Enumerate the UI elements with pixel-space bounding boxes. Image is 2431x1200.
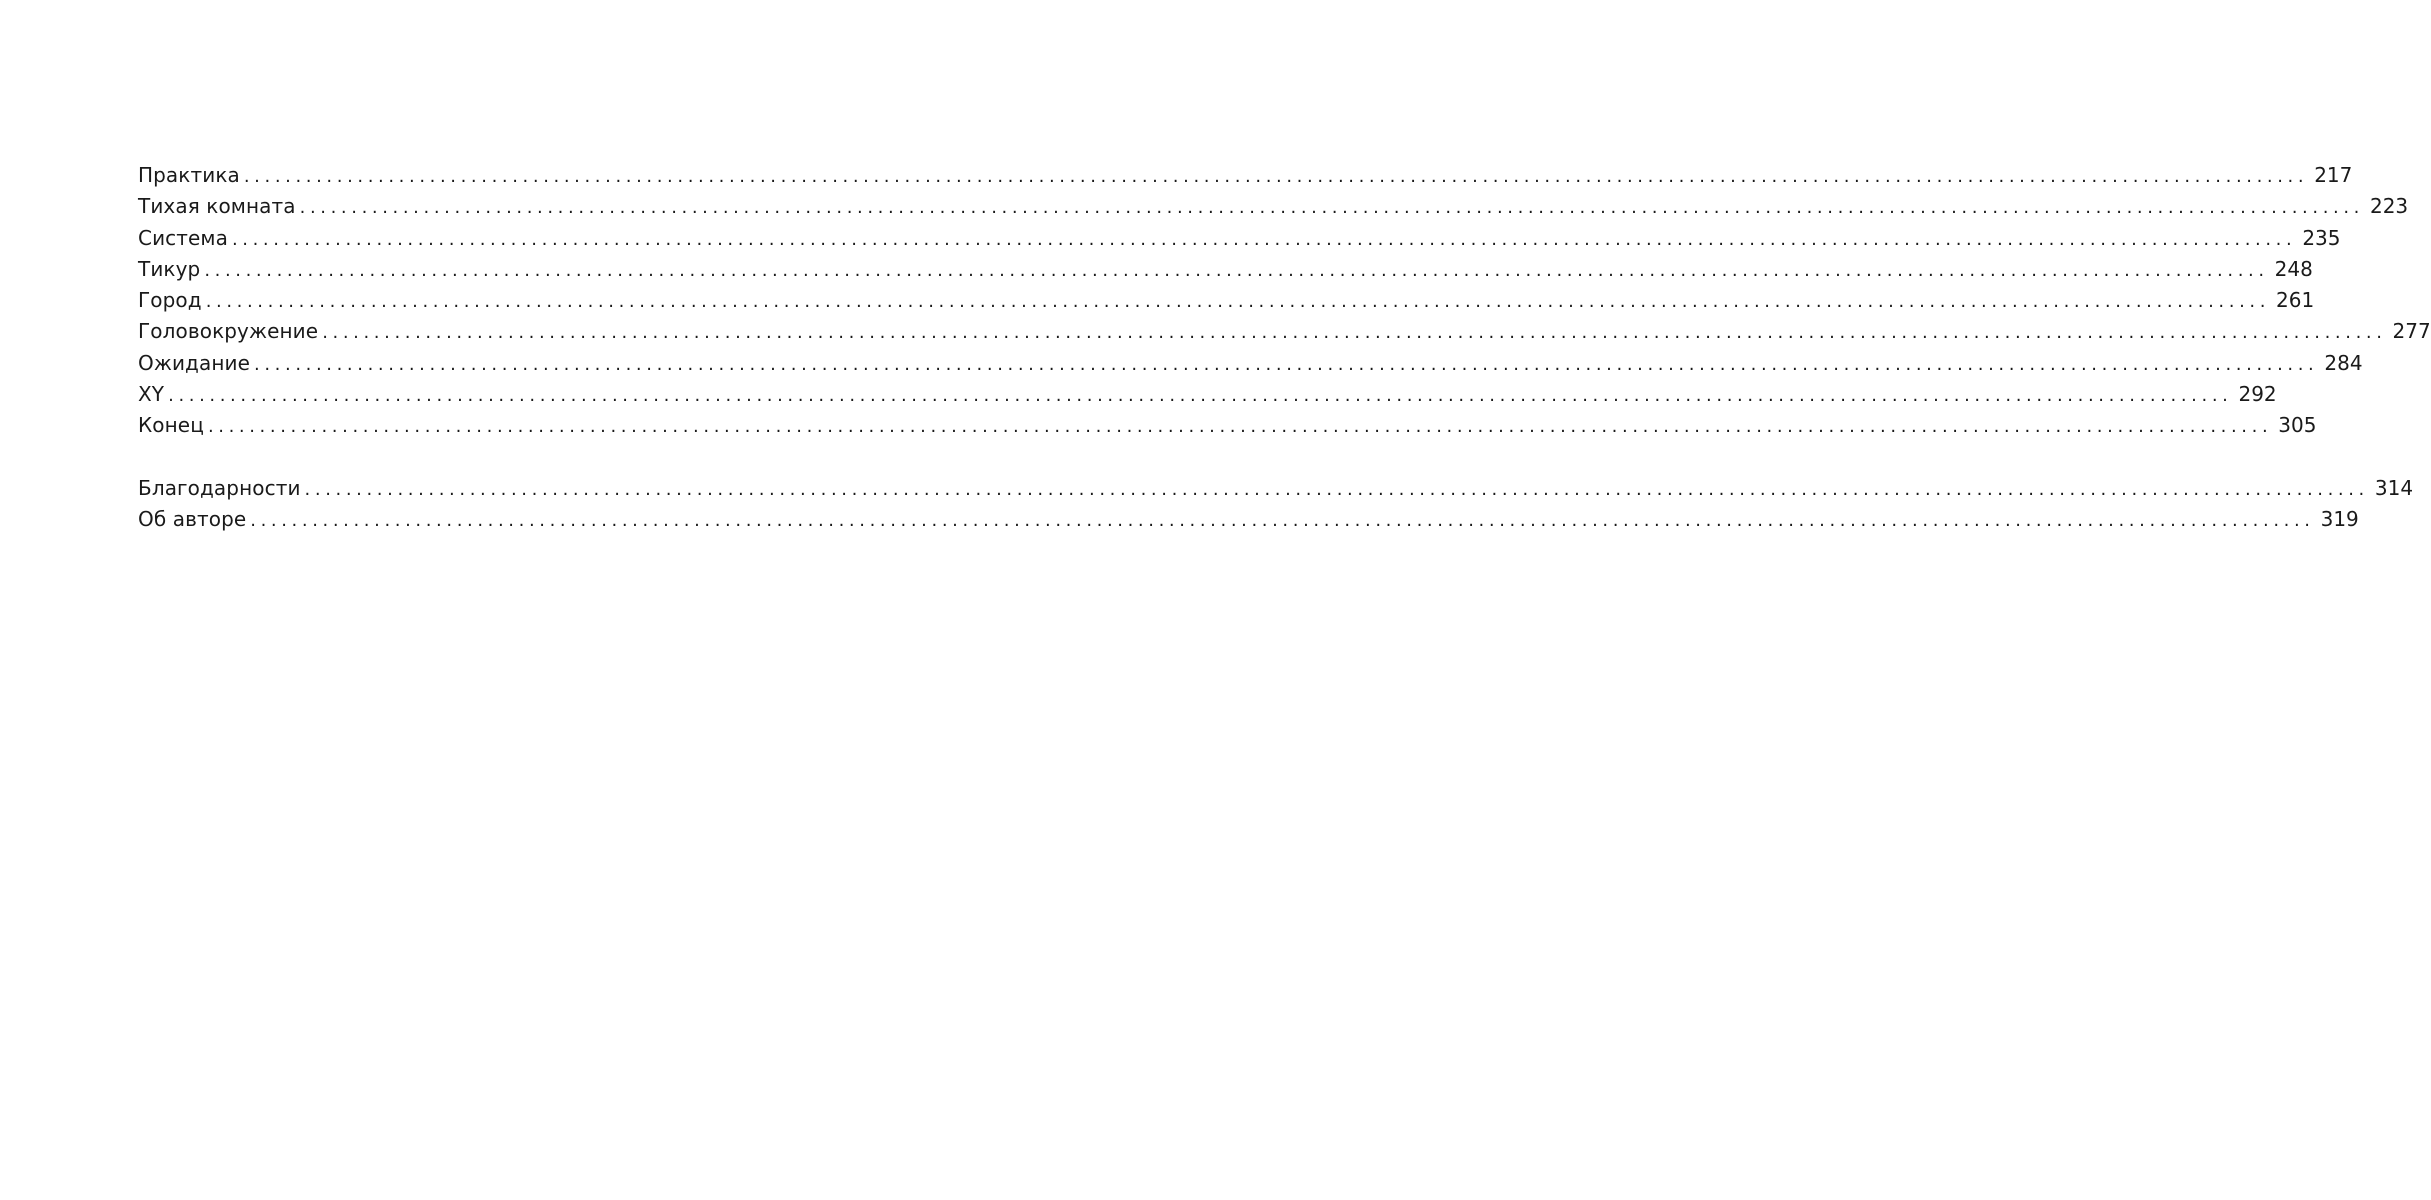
dot-leader: ........................................................................................................................................................................................................ (168, 385, 2233, 407)
toc-entry-blagodarnosti[interactable] (138, 473, 2414, 504)
toc-entry-tikur[interactable] (138, 254, 2313, 285)
dot-leader: ........................................................................................................................................................................................................ (304, 478, 2369, 500)
toc-entry-title: Тихая комната (138, 194, 296, 219)
toc-entry-page: 284 (2324, 350, 2363, 375)
toc-entry-page: 223 (2369, 194, 2409, 219)
toc-entry-page: 314 (2374, 475, 2414, 500)
toc-entry-title: Практика (138, 163, 240, 187)
dot-leader: ........................................................................................................................................................................................................ (250, 509, 2315, 531)
toc-entry-title: Система (138, 225, 228, 250)
toc-entry-page: 235 (2302, 225, 2341, 250)
toc-entry-praktika[interactable] (138, 160, 2353, 191)
toc-entry-page: 292 (2238, 382, 2277, 407)
dot-leader: ........................................................................................................................................................................................................ (205, 291, 2271, 313)
dot-leader: ........................................................................................................................................................................................................ (322, 322, 2387, 344)
toc-entry-ob-avtore[interactable] (138, 504, 2359, 535)
toc-entry-konets[interactable] (138, 410, 2317, 441)
toc-group-back-matter (138, 473, 2414, 536)
toc-entry-title: Тикур (138, 256, 201, 281)
toc-entry-tikhaya-komnata[interactable] (138, 191, 2409, 222)
toc-entry-title: Ожидание (138, 350, 251, 375)
toc-entry-page: 261 (2276, 288, 2315, 313)
dot-leader: ........................................................................................................................................................................................................ (231, 228, 2297, 250)
toc-entry-xy[interactable] (138, 379, 2277, 410)
dot-leader: ........................................................................................................................................................................................................ (299, 197, 2364, 219)
toc-entry-title: Конец (138, 413, 204, 438)
toc-group-chapters (138, 160, 2431, 442)
toc-entry-page: 217 (2314, 163, 2353, 187)
toc-entry-page: 305 (2278, 413, 2317, 438)
toc-entry-golovokruzhenie[interactable] (138, 316, 2431, 347)
dot-leader: ........................................................................................................................................................................................................ (243, 166, 2309, 187)
dot-leader: ........................................................................................................................................................................................................ (254, 353, 2319, 375)
toc-entry-title: Город (138, 288, 202, 313)
toc-entry-gorod[interactable] (138, 285, 2315, 316)
dot-leader: ........................................................................................................................................................................................................ (207, 416, 2273, 438)
toc-entry-page: 248 (2274, 256, 2313, 281)
toc-entry-page: 277 (2392, 319, 2431, 344)
toc-entry-ozhidanie[interactable] (138, 348, 2363, 379)
toc-entry-title: Головокружение (138, 319, 319, 344)
toc-entry-title: Об авторе (138, 506, 247, 531)
toc-entry-title: Благодарности (138, 475, 301, 500)
toc-entry-title: XY (138, 382, 165, 407)
table-of-contents (138, 160, 2431, 535)
toc-entry-page: 319 (2320, 506, 2359, 531)
dot-leader: ........................................................................................................................................................................................................ (204, 259, 2269, 281)
toc-entry-sistema[interactable] (138, 223, 2341, 254)
